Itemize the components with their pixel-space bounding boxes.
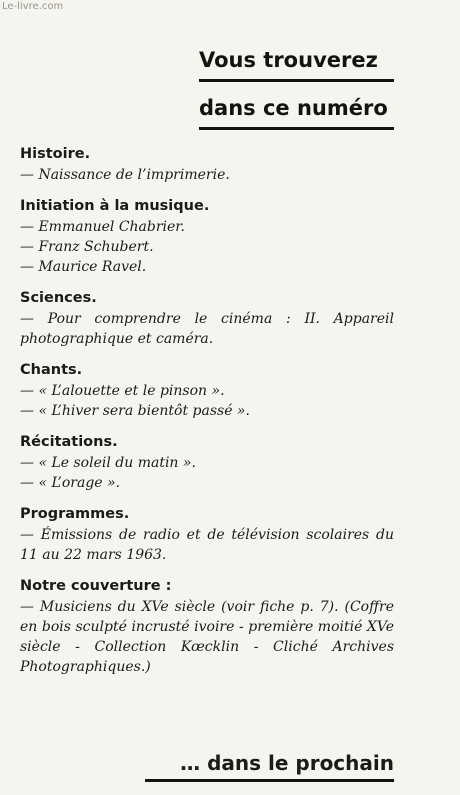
list-item: — « L’alouette et le pinson ».: [20, 383, 225, 399]
section-couverture: [20, 575, 394, 677]
section-title: Notre couverture :: [20, 578, 172, 594]
section-title: Initiation à la musique.: [20, 198, 210, 214]
section-title: Histoire.: [20, 146, 91, 162]
section-programmes: [20, 503, 394, 565]
list-item: — Émissions de radio et de télévision scolaires du 11 au 22 mars 1963.: [20, 527, 394, 563]
section-title: Sciences.: [20, 290, 97, 306]
section-title: Chants.: [20, 362, 83, 378]
section-recitations: [20, 431, 394, 493]
section-histoire: [20, 143, 394, 185]
next-issue-heading: … dans le prochain: [145, 750, 394, 782]
page-title: [199, 46, 394, 130]
section-title: Programmes.: [20, 506, 130, 522]
watermark: Le-livre.com: [2, 1, 64, 12]
section-title: Récitations.: [20, 434, 118, 450]
list-item: — Franz Schubert.: [20, 239, 154, 255]
list-item: — « Le soleil du matin ».: [20, 455, 196, 471]
section-sciences: [20, 287, 394, 349]
list-item: — Maurice Ravel.: [20, 259, 147, 275]
list-item: — Emmanuel Chabrier.: [20, 219, 185, 235]
table-of-contents: [20, 143, 394, 687]
list-item: — Musiciens du XVe siècle (voir fiche p. 7). (Coffre en bois sculpté incrusté ivoire - première moitié XVe siècle - Collection Kœcklin - Cliché Archives Photographiques.): [20, 599, 394, 675]
list-item: — « L’orage ».: [20, 475, 121, 491]
section-chants: [20, 359, 394, 421]
title-line-1: Vous trouverez: [199, 46, 394, 82]
section-musique: [20, 195, 394, 277]
list-item: — Pour comprendre le cinéma : II. Appareil photographique et caméra.: [20, 311, 394, 347]
list-item: — Naissance de l’imprimerie.: [20, 167, 230, 183]
title-line-2: dans ce numéro: [199, 94, 394, 130]
list-item: — « L’hiver sera bientôt passé ».: [20, 403, 250, 419]
